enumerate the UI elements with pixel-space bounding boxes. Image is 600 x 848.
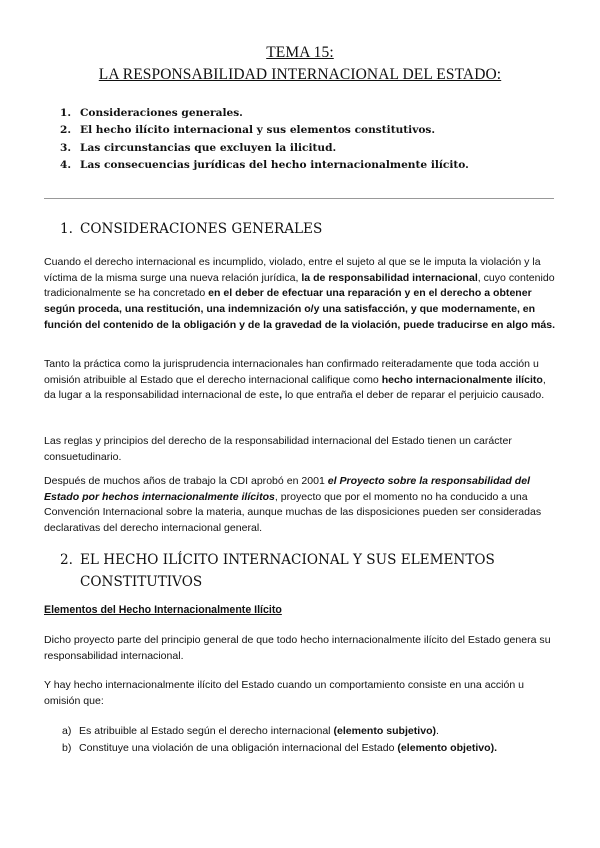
paragraph: Dicho proyecto parte del principio general de que todo hecho internacionalmente ilícito del Estado genera su responsabilidad internacional. — [44, 634, 551, 662]
lettered-list — [62, 723, 562, 756]
table-of-contents — [60, 105, 560, 174]
section-number: 1. — [60, 221, 73, 237]
list-item — [62, 723, 562, 740]
text-run: lo que entraña el deber de reparar el perjuicio causado. — [282, 389, 545, 402]
toc-item-number: 4. — [60, 158, 72, 171]
text-run: , proyecto que por el momento no ha conducido a una Convención Internacional sobre la materia, aunque muchas de las disposiciones pueden ser consideradas declarativas del derecho internacional general. — [44, 490, 542, 535]
toc-item — [60, 122, 560, 139]
document-title-line-2: LA RESPONSABILIDAD INTERNACIONAL DEL ESTADO: — [98, 66, 502, 83]
text-run: , cuyo contenido tradicionalmente se ha concretado — [44, 271, 555, 300]
section-1-heading — [60, 221, 322, 237]
section-title: EL HECHO ILÍCITO INTERNACIONAL Y SUS ELEMENTOS — [80, 552, 495, 568]
section-title: CONSIDERACIONES GENERALES — [80, 221, 323, 237]
horizontal-divider — [44, 198, 554, 199]
toc-item-text: Las circunstancias que excluyen la ilicitud. — [80, 141, 337, 154]
paragraph: Las reglas y principios del derecho de la responsabilidad internacional del Estado tienen un carácter consuetudinario. — [44, 435, 512, 463]
list-letter: a) — [62, 725, 72, 737]
bold-text: , — [279, 389, 283, 402]
text-run: Tanto la práctica como la jurisprudencia internacionales han confirmado reiteradamente que toda acción u omisión atribuible al Estado que el derecho internacional califique como — [44, 358, 539, 386]
toc-item-number: 1. — [60, 107, 72, 119]
section-2-heading — [60, 549, 495, 593]
bold-italic-text: el Proyecto sobre la responsabilidad del Estado por hechos internacionalmente ilícitos — [44, 475, 530, 503]
toc-item-number: 3. — [60, 141, 72, 154]
text-run: Cuando el derecho internacional es incumplido, violado, entre el sujeto al que se le imputa la violación y la víctima de la misma surge una nueva relación jurídica, — [44, 256, 541, 284]
list-text: Es atribuible al Estado según el derecho internacional — [79, 725, 334, 737]
document-title-line-1: TEMA 15: — [266, 44, 334, 61]
list-text: Constituye una violación de una obligación internacional del Estado — [79, 741, 398, 754]
paragraph: Y hay hecho internacionalmente ilícito del Estado cuando un comportamiento consiste en una acción u omisión que: — [44, 679, 524, 707]
section-title-continued: CONSTITUTIVOS — [80, 574, 203, 590]
list-letter: b) — [62, 741, 72, 754]
toc-item-text: Las consecuencias jurídicas del hecho internacionalmente ilícito. — [80, 158, 469, 171]
text-run: , da lugar a la responsabilidad internacional de este — [44, 373, 546, 402]
subheading: Elementos del Hecho Internacionalmente Ilícito — [44, 604, 282, 616]
bold-text: (elemento subjetivo) — [333, 725, 437, 737]
toc-item-number: 2. — [60, 124, 72, 137]
toc-item — [60, 157, 560, 174]
bold-text: hecho internacionalmente ilícito — [381, 373, 543, 386]
paragraph — [44, 474, 558, 537]
section-number: 2. — [60, 552, 73, 568]
bold-text: en el deber de efectuar una reparación y en el derecho a obtener según proceda, una restitución, una indemnización o/y una satisfacción, y que modernamente, en función del contenido de la obligación y de la gravedad de la violación, puede traducirse en algo más. — [44, 287, 556, 331]
bold-text: la de responsabilidad internacional — [301, 271, 478, 284]
bold-text: (elemento objetivo). — [397, 741, 498, 754]
paragraph — [44, 255, 558, 334]
list-text-end: . — [436, 725, 439, 737]
toc-item — [60, 105, 560, 122]
toc-item-text: El hecho ilícito internacional y sus elementos constitutivos. — [80, 124, 436, 137]
toc-item-text: Consideraciones generales. — [80, 107, 243, 119]
paragraph — [44, 357, 558, 404]
text-run: Después de muchos años de trabajo la CDI aprobó en 2001 — [44, 475, 328, 487]
list-item — [62, 740, 562, 757]
toc-item — [60, 140, 560, 157]
